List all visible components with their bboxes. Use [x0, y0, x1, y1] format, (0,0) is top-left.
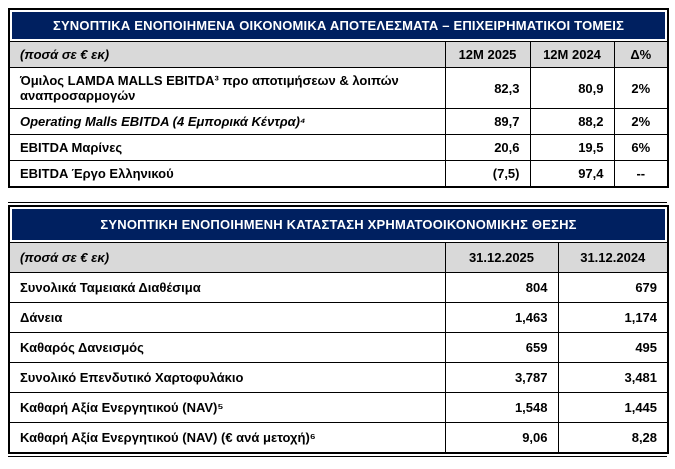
delta-value: -- [614, 161, 668, 188]
row-label: Καθαρή Αξία Ενεργητικού (NAV)⁵ [9, 393, 445, 423]
value-2025: 1,463 [445, 303, 558, 333]
value-2024: 3,481 [558, 363, 668, 393]
row-label: Καθαρή Αξία Ενεργητικού (NAV) (€ ανά μετοχή)⁶ [9, 423, 445, 454]
table2-title: ΣΥΝΟΠΤΙΚΗ ΕΝΟΠΟΙΗΜΕΝΗ ΚΑΤΑΣΤΑΣΗ ΧΡΗΜΑΤΟΟΙΚΟΝΟΜΙΚΗΣ ΘΕΣΗΣ [12, 209, 665, 240]
table1-unit-label: (ποσά σε € εκ) [9, 42, 445, 68]
table-row [9, 161, 668, 188]
value-2025: 9,06 [445, 423, 558, 454]
value-2024: 97,4 [530, 161, 614, 188]
value-2025: 804 [445, 273, 558, 303]
row-label: Δάνεια [9, 303, 445, 333]
row-label: EBITDA Έργο Ελληνικού [9, 161, 445, 188]
table-row [9, 68, 668, 109]
table1-col-12m-2024: 12M 2024 [530, 42, 614, 68]
delta-value: 2% [614, 68, 668, 109]
business-segments-table [8, 8, 667, 188]
table1-col-delta: Δ% [614, 42, 668, 68]
table-row [9, 423, 668, 454]
value-2025: 659 [445, 333, 558, 363]
business-segments-table-grid [8, 8, 669, 188]
value-2025: 1,548 [445, 393, 558, 423]
table-row [9, 273, 668, 303]
table-row [9, 333, 668, 363]
row-label: Συνολικό Επενδυτικό Χαρτοφυλάκιο [9, 363, 445, 393]
value-2024: 679 [558, 273, 668, 303]
table2-title-cell [9, 206, 668, 243]
table2-col-31-12-2024: 31.12.2024 [558, 243, 668, 273]
table2-header-row [9, 243, 668, 273]
table2-unit-label: (ποσά σε € εκ) [9, 243, 445, 273]
table2-data-rows [9, 273, 668, 454]
row-label: EBITDA Μαρίνες [9, 135, 445, 161]
value-2024: 8,28 [558, 423, 668, 454]
value-2024: 1,174 [558, 303, 668, 333]
row-label: Συνολικά Ταμειακά Διαθέσιμα [9, 273, 445, 303]
value-2024: 80,9 [530, 68, 614, 109]
table2-title-row [9, 206, 668, 243]
row-label: Καθαρός Δανεισμός [9, 333, 445, 363]
delta-value: 6% [614, 135, 668, 161]
value-2025: (7,5) [445, 161, 530, 188]
table2-col-31-12-2025: 31.12.2025 [445, 243, 558, 273]
row-label: Operating Malls EBITDA (4 Εμπορικά Κέντρα)⁴ [9, 109, 445, 135]
financial-position-table-grid [8, 205, 669, 454]
value-2024: 1,445 [558, 393, 668, 423]
value-2025: 82,3 [445, 68, 530, 109]
value-2025: 89,7 [445, 109, 530, 135]
table-row [9, 303, 668, 333]
table-row [9, 109, 668, 135]
value-2024: 88,2 [530, 109, 614, 135]
table1-col-12m-2025: 12M 2025 [445, 42, 530, 68]
table-row [9, 363, 668, 393]
table1-data-rows [9, 68, 668, 188]
value-2025: 20,6 [445, 135, 530, 161]
table-row [9, 135, 668, 161]
table1-title-row [9, 9, 668, 42]
row-label: Όμιλος LAMDA MALLS EBITDA³ προ αποτιμήσεων & λοιπών αναπροσαρμογών [9, 68, 445, 109]
table-row [9, 393, 668, 423]
delta-value: 2% [614, 109, 668, 135]
table1-title: ΣΥΝΟΠΤΙΚΑ ΕΝΟΠΟΙΗΜΕΝΑ ΟΙΚΟΝΟΜΙΚΑ ΑΠΟΤΕΛΕΣΜΑΤΑ – ΕΠΙΧΕΙΡΗΜΑΤΙΚΟΙ ΤΟΜΕΙΣ [12, 12, 665, 39]
value-2024: 495 [558, 333, 668, 363]
table1-header-row [9, 42, 668, 68]
value-2025: 3,787 [445, 363, 558, 393]
table1-title-cell [9, 9, 668, 42]
value-2024: 19,5 [530, 135, 614, 161]
financial-position-table [8, 202, 667, 457]
